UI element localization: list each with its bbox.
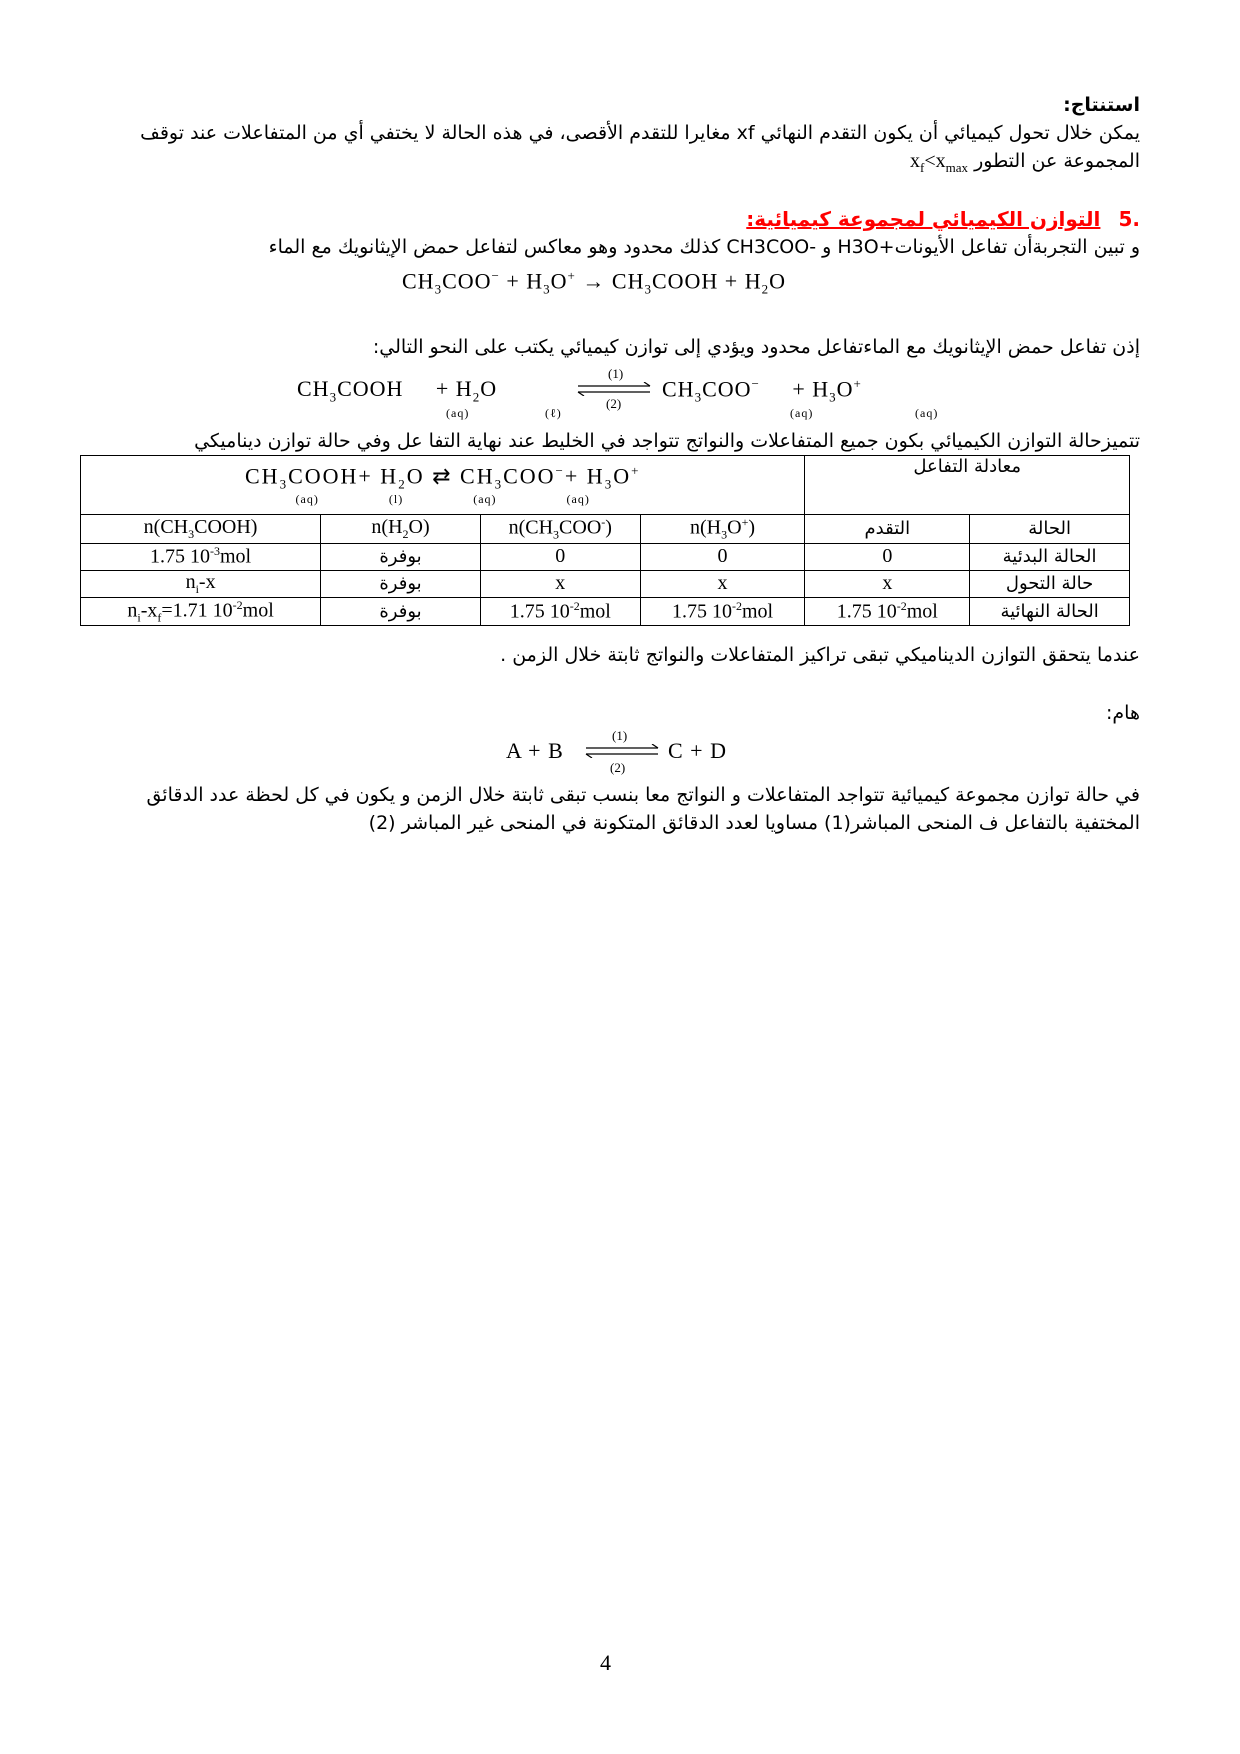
phase-label: (aq) — [473, 492, 497, 507]
equation-label-cell: معادلة التفاعل — [805, 456, 1130, 515]
important-line-1: في حالة توازن مجموعة كيميائية تتواجد المتفاعلات و النواتج معا بنسب تبقى ثابتة خلال الزمن و يكون في كل لحظة عدد الدقائق — [146, 784, 1140, 806]
reaction-progress-table — [80, 455, 1130, 626]
table-cell: $n_i-x_f=1.71$ $10^{-2}mol$ — [81, 597, 321, 626]
table-cell: حالة التحول — [970, 570, 1130, 597]
section-5-number: .5 — [1118, 207, 1140, 231]
table-cell: الحالة البدئية — [970, 543, 1130, 570]
table-row — [81, 597, 1130, 626]
generic-equation-left: A + B — [506, 738, 564, 763]
table-cell: 1.75 $10^{-3}mol$ — [81, 543, 321, 570]
section-5-title — [80, 206, 1140, 233]
arrow-label-2: (2) — [606, 396, 622, 411]
arrow-label-1: (1) — [608, 366, 624, 381]
phase-label: (aq) — [790, 406, 814, 420]
table-cell: 1.75 $10^{-2}mol$ — [480, 597, 640, 626]
section-5-heading: التوازن الكيميائي لمجموعة كيميائية: — [746, 207, 1101, 231]
section-5-intro: و تبين التجربةأن تفاعل الأيونات+H3O و -CH3COO كذلك محدود وهو معاكس لتفاعل حمض الإيثانويك مع الماء — [268, 236, 1140, 258]
table-cell: 1.75 $10^{-2}mol$ — [640, 597, 805, 626]
important-heading: هام: — [1106, 702, 1140, 724]
table-row — [81, 570, 1130, 597]
page-number: 4 — [600, 1650, 611, 1675]
table-cell: الحالة النهائية — [970, 597, 1130, 626]
therefore-text: إذن تفاعل حمض الإيثانويك مع الماءتفاعل محدود ويؤدي إلى توازن كيميائي يكتب على النحو التالي: — [372, 336, 1140, 358]
conclusion-line-2-text: المجموعة عن التطور — [974, 150, 1140, 172]
table-equation-phases — [85, 492, 800, 507]
phase-label: (aq) — [915, 406, 939, 420]
table-cell: 0 — [640, 543, 805, 570]
table-cell: x — [805, 570, 970, 597]
table-header-row — [81, 515, 1130, 544]
generic-equation-right: C + D — [668, 738, 727, 763]
phase-label: (aq) — [446, 406, 470, 420]
arrow-label-2: (2) — [610, 760, 626, 775]
table-cell: بوفرة — [321, 543, 481, 570]
equilibrium-arrow-icon — [582, 744, 662, 758]
phase-label: (ℓ) — [545, 406, 562, 420]
table-cell: 0 — [805, 543, 970, 570]
equilibrium-arrow-icon — [574, 382, 654, 396]
arrow-label-1: (1) — [612, 728, 628, 743]
conclusion-line-1: يمكن خلال تحول كيميائي أن يكون التقدم النهائي xf مغايرا للتقدم الأقصى، في هذه الحالة لا يختفي أي من المتفاعلات عند توقف — [140, 122, 1140, 144]
table-header-cell: $n(CH_3COO^-)$ — [480, 515, 640, 544]
table-row — [81, 543, 1130, 570]
table-cell: $n_i-x$ — [81, 570, 321, 597]
conclusion-line-2 — [80, 148, 1140, 181]
table-cell: بوفرة — [321, 570, 481, 597]
important-line-2: المختفية بالتفاعل ف المنحى المباشر(1) مساويا لعدد الدقائق المتكونة في المنحى غير المباشر (2) — [368, 812, 1140, 834]
table-cell: x — [480, 570, 640, 597]
table-header-cell: $n(H_3O^+)$ — [640, 515, 805, 544]
table-equation-cell — [81, 456, 805, 515]
conclusion-formula: $x_f<x_{max}$ — [910, 150, 969, 175]
phase-label: (l) — [388, 492, 404, 507]
table-intro: تتميزحالة التوازن الكيميائي بكون جميع المتفاعلات والنواتج تتواجد في الخليط عند نهاية التفا عل وفي حالة توازن ديناميكي — [194, 430, 1140, 452]
phase-label: (aq) — [295, 492, 319, 507]
table-cell: 1.75 $10^{-2}mol$ — [805, 597, 970, 626]
table-header-cell: التقدم — [805, 515, 970, 544]
reverse-equation: $CH_3COO^- + H_3O^+$ → $CH_3COOH + H_2O$ — [402, 268, 786, 297]
equilibrium-equation: $CH_3COOH$ + $H_2O$ — [297, 376, 498, 405]
table-header-cell: الحالة — [970, 515, 1130, 544]
table-cell: بوفرة — [321, 597, 481, 626]
table-header-cell: $n(CH_3COOH)$ — [81, 515, 321, 544]
phase-label: (aq) — [566, 492, 590, 507]
table-equation-row — [81, 456, 1130, 515]
table-cell: x — [640, 570, 805, 597]
conclusion-heading: استنتاج: — [1063, 94, 1140, 116]
equilibrium-equation-right: $CH_3COO^-$ + $H_3O^+$ — [662, 376, 862, 405]
after-table-text: عندما يتحقق التوازن الديناميكي تبقى تراكيز المتفاعلات والنواتج ثابتة خلال الزمن . — [500, 644, 1140, 666]
table-header-cell: $n(H_2O)$ — [321, 515, 481, 544]
table-equation: $CH_3COOH+ H_2O$ ⇄ $CH_3COO^-+ H_3O^+$ — [245, 462, 641, 492]
table-cell: 0 — [480, 543, 640, 570]
